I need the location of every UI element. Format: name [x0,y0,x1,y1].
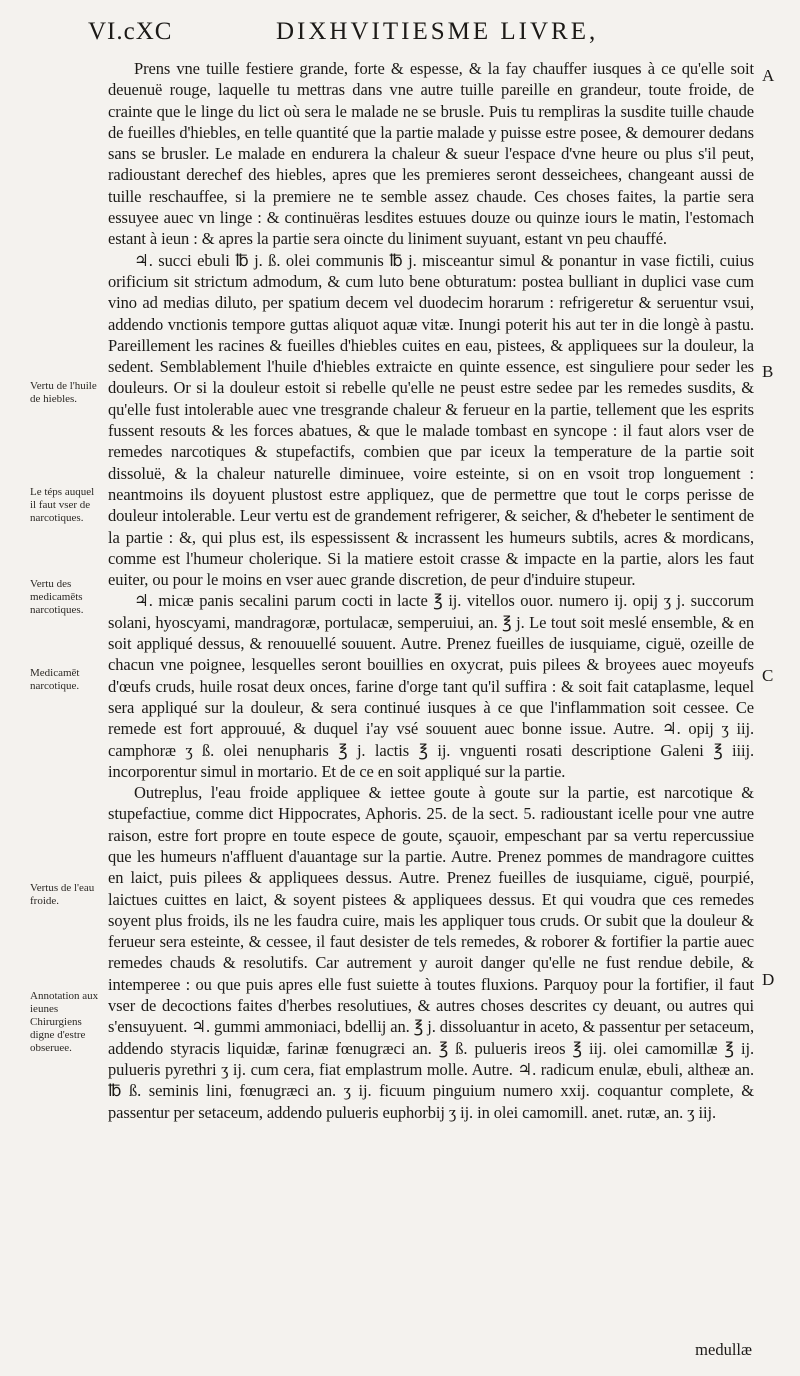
margin-note: Le téps auquel il faut vser de narcotiques. [30,486,95,524]
section-letter: D [762,970,775,989]
margin-note: Annotation aux ieunes Chirurgiens digne d'estre obseruee. [30,990,99,1054]
section-letter: C [762,666,774,685]
paragraph: ♃. micæ panis secalini parum cocti in lacte ℥ ij. vitellos ouor. numero ij. opij ʒ j. succorum solani, hyoscyami, mandragoræ, portulacæ, semperuiui, an. ℥ j. Le tout soit meslé ensemble, & en soit appliqué dessus, & renouuellé souuent. Autre. Prenez fueilles de iusquiame, ciguë, ozeille de chacun vne poignee, lesquelles seront bouillies en oxycrat, puis pilees & broyees auec moyeufs d'œufs cruds, huile rosat deux onces, farine d'orge tant qu'il suffira : & soit fait cataplasme, lequel sera appliqué sur la douleur, & sera continué iusques à ce que l'inflammation soit cessee. Ce remede est fort approuué, & duquel i'ay vsé souuent auec bonne issue. Autre. ♃. opij ʒ iij. camphoræ ʒ ß. olei nenupharis ℥ j. lactis ℥ ij. vnguenti rosati descriptione Galeni ℥ iiij. incorporentur simul in mortario. Et de ce en soit appliqué sur la partie. [108,591,754,781]
margin-note: Medicamēt narcotique. [30,667,80,692]
margin-note: Vertus de l'eau froide. [30,882,95,907]
folio-number: VI.cXC [88,18,173,45]
paragraph: Prens vne tuille festiere grande, forte & espesse, & la fay chauffer iusques à ce qu'elle soit deuenuë rouge, laquelle tu mettras dans vne autre tuille pareille en grandeur, toute froide, de crainte que le linge du lict où sera le malade ne se brusle. Puis tu rempliras la susdite tuille chaude de fueilles d'hiebles, en telle quantité que la partie malade y puisse estre posee, & demourer dedans sans se brusler. Le malade en endurera la chaleur & sueur l'espace d'vne heure ou plus s'il peut, radioustant derechef des hiebles, apres que les premieres seront desseichees, changeant aussi de tuille reschauffee, si la premiere ne te semble assez chaude. Ces choses faites, la partie sera essuyee auec vn linge : & continuëras lesdites estuues douze ou quinze iours le matin, l'estomach estant à ieun : & apres la partie sera oincte du liniment suyuant, estant vn peu chauffé. [108,59,754,249]
main-text [108,58,754,1123]
page-header [88,18,768,54]
catchword: medullæ [695,1340,752,1359]
paragraph: ♃. succi ebuli ℔ j. ß. olei communis ℔ j. misceantur simul & ponantur in vase fictili, cuius orificium sit strictum admodum, & cum luto bene obturatum: postea bulliant in duplici vase cum vino ad medias diluto, per spatium decem vel duodecim horarum : refrigeretur & seruentur vsui, addendo vnctionis tempore guttas aliquot aquæ vitæ. Inungi poterit his aut ter in die longè à pastu. Pareillement les racines & fueilles d'hiebles cuites en eau, pistees, & appliquees sur la douleur, la sedent. Semblablement l'huile d'hiebles extraicte en quinte essence, est singuliere pour seder les douleurs. Or si la douleur estoit si rebelle qu'elle ne peust estre sedee par les remedes susdits, & qu'elle fust intolerable auec vne tresgrande chaleur & ferueur en la partie, tellement que les esprits fussent resouts & les forces abatues, & que le malade tombast en syncope : il faut alors vser de remedes narcotiques & stupefactifs, combien que par iceux la temperature de la partie soit dissoluë, & la chaleur naturelle diminuee, voire esteinte, si on en vsoit trop longuement : neantmoins ils doyuent plustost estre appliquez, que de permettre que tout le corps perisse de douleur intolerable. Leur vertu est de grandement refrigerer, & seicher, & d'hebeter le sentiment de la partie : &, qui plus est, ils espessissent & incrassent les humeurs subtils, acres & mordicans, comme est l'humeur cholerique. Si la matiere estoit crasse & impacte en la partie, alors les faut euiter, ou pour le moins en vser auec grande discretion, de peur d'induire stupeur. [108,250,754,590]
margin-note: Vertu de l'huile de hiebles. [30,380,97,405]
margin-note: Vertu des medicamēts narcotiques. [30,578,84,616]
running-title: DIXHVITIESME LIVRE, [276,18,599,45]
paragraph: Outreplus, l'eau froide appliquee & iettee goute à goute sur la partie, est narcotique & stupefactiue, comme dict Hippocrates, Aphoris. 25. de la sect. 5. radioustant icelle pour vne autre raison, estre fort propre en toute espece de goute, sçauoir, empeschant par sa vertu repercussiue que les humeurs n'affluent d'auantage sur la partie. Autre. Prenez pommes de mandragore cuittes en laict, puis pilees & appliquees dessus. Autre. Prenez fueilles de iusquiame, ciguë, pourpié, laictues cuittes en laict, & soyent pistees & appliquees dessus. Et qui voudra que ces remedes soyent plus froids, ils ne les faudra cuire, mais les appliquer tous cruds. Or subit que la douleur & ferueur sera esteinte, & cessee, il faut desister de tels remedes, & roborer & fortifier la partie auec remedes chauds & resolutifs. Car autrement y auroit danger qu'elle ne fust rendue debile, & intemperee : ou que puis apres elle fust suiette à toutes fluxions. Parquoy pour la fortifier, il faut vser de decoctions faites d'herbes resolutiues, & autres choses descrites cy deuant, ou autres qui s'ensuyuent. ♃. gummi ammoniaci, bdellij an. ℥ j. dissoluantur in aceto, & passentur per setaceum, addendo styracis liquidæ, farinæ fœnugræci an. ℥ ß. pulueris ireos ℥ iij. olei camomillæ ℥ ij. pulueris pyrethri ʒ ij. cum cera, fiat emplastrum molle. Autre. ♃. radicum enulæ, ebuli, altheæ an. ℔ ß. seminis lini, fœnugræci an. ʒ ij. ficuum pinguium numero xxij. coquantur complete, & passentur per setaceum, addendo pulueris euphorbij ʒ ij. in olei camomill. anet. rutæ, an. ʒ iij. [108,783,754,1122]
section-letter: A [762,66,775,85]
section-letter: B [762,362,774,381]
